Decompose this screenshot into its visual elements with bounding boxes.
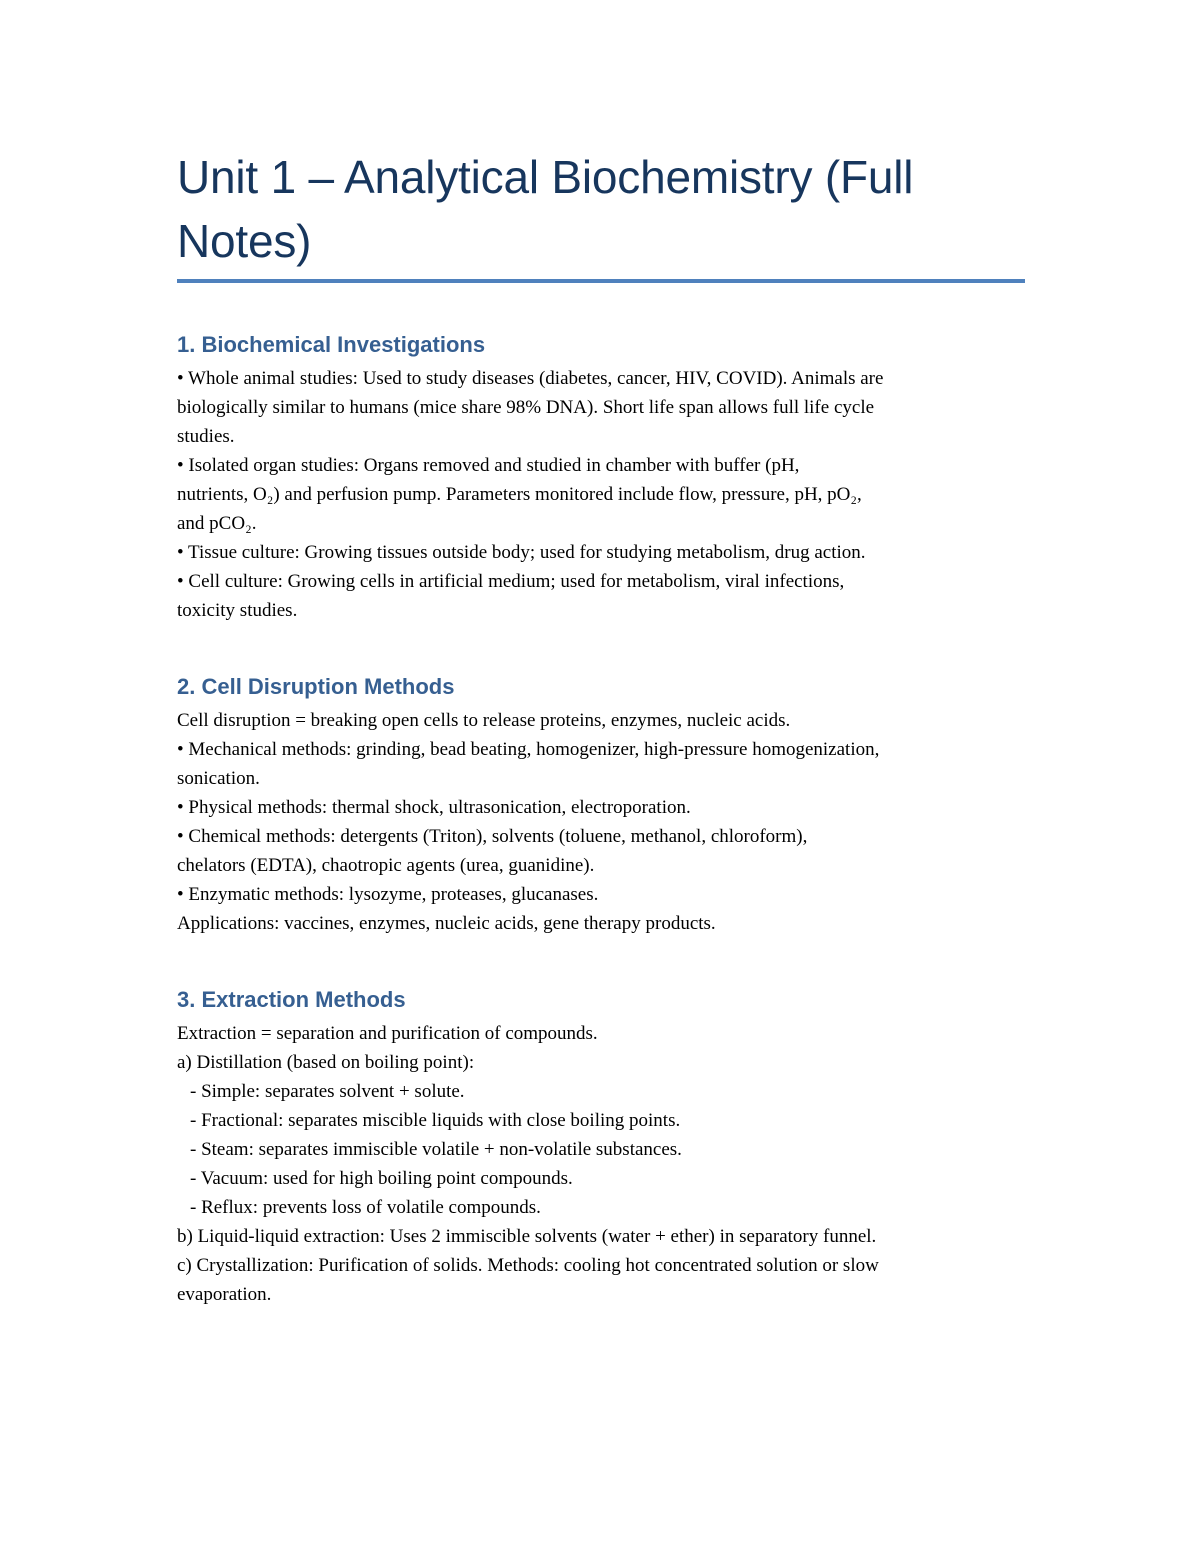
list-item: - Steam: separates immiscible volatile + non-volatile substances. bbox=[190, 1139, 682, 1160]
paragraph-line: chelators (EDTA), chaotropic agents (urea, guanidine). bbox=[177, 855, 595, 876]
section-biochemical-investigations bbox=[177, 330, 1025, 625]
paragraph-line: Applications: vaccines, enzymes, nucleic acids, gene therapy products. bbox=[177, 913, 716, 934]
paragraph-line: • Chemical methods: detergents (Triton), solvents (toluene, methanol, chloroform), bbox=[177, 826, 808, 847]
paragraph-line: • Mechanical methods: grinding, bead beating, homogenizer, high-pressure homogenization, bbox=[177, 739, 880, 760]
paragraph-line: • Tissue culture: Growing tissues outside body; used for studying metabolism, drug action. bbox=[177, 542, 866, 563]
paragraph-line: studies. bbox=[177, 426, 235, 447]
paragraph-line: evaporation. bbox=[177, 1284, 272, 1305]
paragraph-line: Cell disruption = breaking open cells to release proteins, enzymes, nucleic acids. bbox=[177, 710, 791, 731]
paragraph-line: toxicity studies. bbox=[177, 600, 298, 621]
document-page bbox=[177, 145, 1025, 1309]
paragraph-line: a) Distillation (based on boiling point): bbox=[177, 1052, 475, 1073]
list-item: - Fractional: separates miscible liquids with close boiling points. bbox=[190, 1110, 681, 1131]
section-heading: 2. Cell Disruption Methods bbox=[177, 674, 455, 699]
list-item: - Simple: separates solvent + solute. bbox=[190, 1081, 465, 1102]
list-item: - Reflux: prevents loss of volatile compounds. bbox=[190, 1197, 541, 1218]
paragraph-line: sonication. bbox=[177, 768, 260, 789]
paragraph-line: c) Crystallization: Purification of solids. Methods: cooling hot concentrated solution or slow bbox=[177, 1255, 879, 1276]
paragraph-line: and pCO₂. bbox=[177, 513, 257, 534]
paragraph-line: • Whole animal studies: Used to study diseases (diabetes, cancer, HIV, COVID). Animals are bbox=[177, 368, 884, 389]
page-title: Unit 1 – Analytical Biochemistry (Full Notes) bbox=[177, 145, 1025, 283]
paragraph-line: • Physical methods: thermal shock, ultrasonication, electroporation. bbox=[177, 797, 691, 818]
section-extraction-methods bbox=[177, 985, 1025, 1309]
section-cell-disruption-methods bbox=[177, 672, 1025, 938]
paragraph-line: • Isolated organ studies: Organs removed and studied in chamber with buffer (pH, bbox=[177, 455, 800, 476]
paragraph-line: biologically similar to humans (mice share 98% DNA). Short life span allows full life cycle bbox=[177, 397, 875, 418]
section-heading: 1. Biochemical Investigations bbox=[177, 332, 486, 357]
paragraph-line: • Cell culture: Growing cells in artificial medium; used for metabolism, viral infections, bbox=[177, 571, 845, 592]
paragraph-line: nutrients, O₂) and perfusion pump. Parameters monitored include flow, pressure, pH, pO₂, bbox=[177, 484, 862, 505]
section-heading: 3. Extraction Methods bbox=[177, 987, 406, 1012]
paragraph-line: b) Liquid-liquid extraction: Uses 2 immiscible solvents (water + ether) in separatory funnel. bbox=[177, 1226, 877, 1247]
list-item: - Vacuum: used for high boiling point compounds. bbox=[190, 1168, 573, 1189]
paragraph-line: Extraction = separation and purification of compounds. bbox=[177, 1023, 598, 1044]
paragraph-line: • Enzymatic methods: lysozyme, proteases, glucanases. bbox=[177, 884, 599, 905]
